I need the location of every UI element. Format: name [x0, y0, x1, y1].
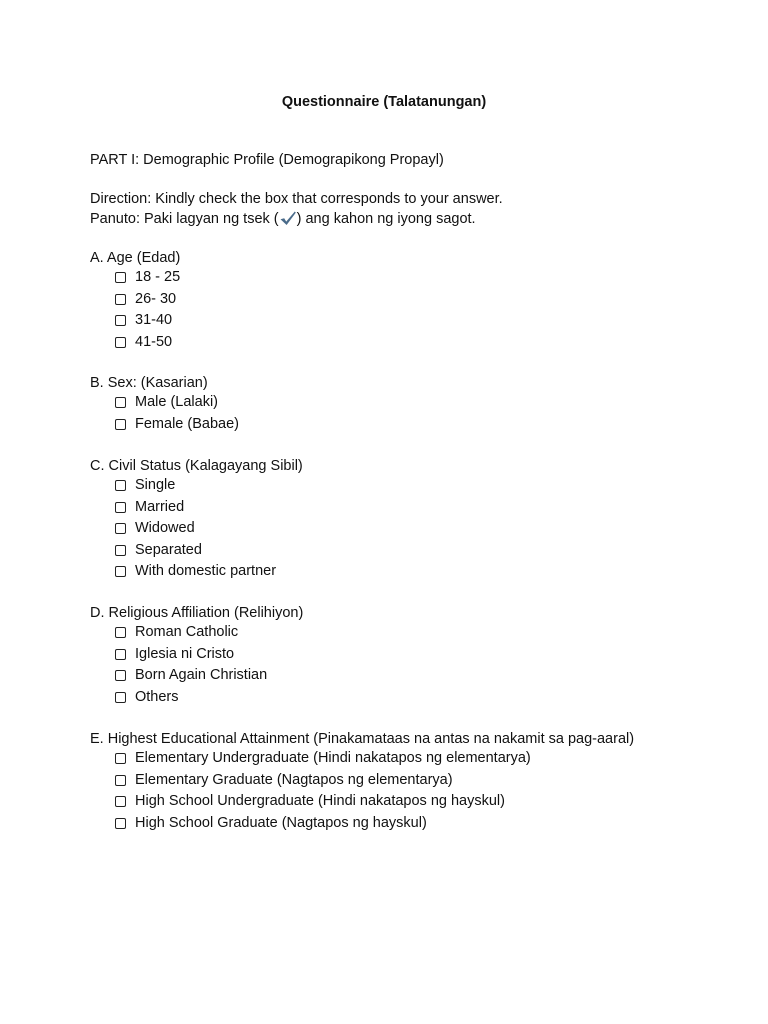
check-mark-path — [280, 212, 295, 226]
option-label: Married — [135, 498, 185, 515]
checkbox[interactable] — [115, 566, 126, 577]
option-civil-married[interactable] — [90, 497, 303, 519]
direction-english: Direction: Kindly check the box that corresponds to your answer. — [90, 191, 503, 207]
part-heading: PART I: Demographic Profile (Demograpikong Propayl) — [90, 152, 444, 168]
option-label: Others — [135, 688, 179, 705]
checkbox[interactable] — [115, 753, 126, 764]
option-age-26-30[interactable] — [90, 289, 180, 311]
option-religion-roman-catholic[interactable] — [90, 622, 303, 644]
section-age — [90, 249, 180, 353]
option-civil-widowed[interactable] — [90, 518, 303, 540]
checkbox[interactable] — [115, 523, 126, 534]
checkbox[interactable] — [115, 397, 126, 408]
option-label: Elementary Undergraduate (Hindi nakatapos ng elementarya) — [135, 750, 531, 766]
option-label: Separated — [135, 541, 202, 558]
checkbox[interactable] — [115, 337, 126, 348]
section-heading: C. Civil Status (Kalagayang Sibil) — [90, 458, 303, 474]
option-age-18-25[interactable] — [90, 267, 180, 289]
option-label: Single — [135, 477, 176, 493]
checkbox[interactable] — [115, 627, 126, 638]
checkbox[interactable] — [115, 419, 126, 430]
heavy-check-mark-icon — [279, 210, 297, 226]
option-label: Male (Lalaki) — [135, 394, 218, 410]
checkbox[interactable] — [115, 775, 126, 786]
checkbox[interactable] — [115, 670, 126, 681]
option-edu-elementary-graduate[interactable] — [90, 770, 634, 792]
checkbox[interactable] — [115, 272, 126, 283]
checkbox[interactable] — [115, 502, 126, 513]
option-label: High School Graduate (Nagtapos ng hayskul) — [135, 814, 427, 831]
option-civil-separated[interactable] — [90, 540, 303, 562]
option-sex-male[interactable] — [90, 392, 239, 414]
option-religion-others[interactable] — [90, 687, 303, 709]
section-civil-status — [90, 457, 303, 583]
option-age-31-40[interactable] — [90, 310, 180, 332]
checkbox[interactable] — [115, 692, 126, 703]
option-label: 26- 30 — [135, 290, 177, 307]
direction-filipino — [90, 210, 476, 228]
section-heading: E. Highest Educational Attainment (Pinakamataas na antas na nakamit sa pag-aaral) — [90, 731, 635, 747]
section-heading: B. Sex: (Kasarian) — [90, 375, 208, 391]
checkbox[interactable] — [115, 294, 126, 305]
option-age-41-50[interactable] — [90, 332, 180, 354]
section-educational-attainment — [90, 730, 634, 834]
option-label: 41-50 — [135, 333, 173, 350]
section-religious-affiliation — [90, 604, 303, 708]
document-title: Questionnaire (Talatanungan) — [281, 94, 487, 110]
direction-filipino-after: ) ang kahon ng iyong sagot. — [296, 211, 476, 227]
option-edu-highschool-undergraduate[interactable] — [90, 791, 634, 813]
option-label: Roman Catholic — [135, 624, 239, 640]
checkbox[interactable] — [115, 649, 126, 660]
checkbox[interactable] — [115, 315, 126, 326]
section-heading: D. Religious Affiliation (Relihiyon) — [90, 605, 304, 621]
section-sex — [90, 374, 239, 435]
option-edu-elementary-undergraduate[interactable] — [90, 748, 634, 770]
option-religion-iglesia-ni-cristo[interactable] — [90, 644, 303, 666]
option-label: With domestic partner — [135, 563, 277, 580]
section-heading: A. Age (Edad) — [90, 250, 181, 266]
checkbox[interactable] — [115, 545, 126, 556]
option-religion-born-again[interactable] — [90, 665, 303, 687]
option-civil-single[interactable] — [90, 475, 303, 497]
option-label: Female (Babae) — [135, 415, 239, 432]
option-sex-female[interactable] — [90, 414, 239, 436]
option-label: 31-40 — [135, 312, 173, 329]
checkbox[interactable] — [115, 480, 126, 491]
option-label: High School Undergraduate (Hindi nakatapos ng hayskul) — [135, 793, 505, 810]
checkbox[interactable] — [115, 818, 126, 829]
option-civil-domestic-partner[interactable] — [90, 561, 303, 583]
direction-filipino-before: Panuto: Paki lagyan ng tsek ( — [90, 211, 279, 227]
option-label: 18 - 25 — [135, 269, 181, 285]
option-label: Iglesia ni Cristo — [135, 645, 235, 662]
option-edu-highschool-graduate[interactable] — [90, 813, 634, 835]
option-label: Born Again Christian — [135, 667, 268, 684]
option-label: Elementary Graduate (Nagtapos ng elementarya) — [135, 771, 453, 788]
checkbox[interactable] — [115, 796, 126, 807]
option-label: Widowed — [135, 520, 195, 537]
